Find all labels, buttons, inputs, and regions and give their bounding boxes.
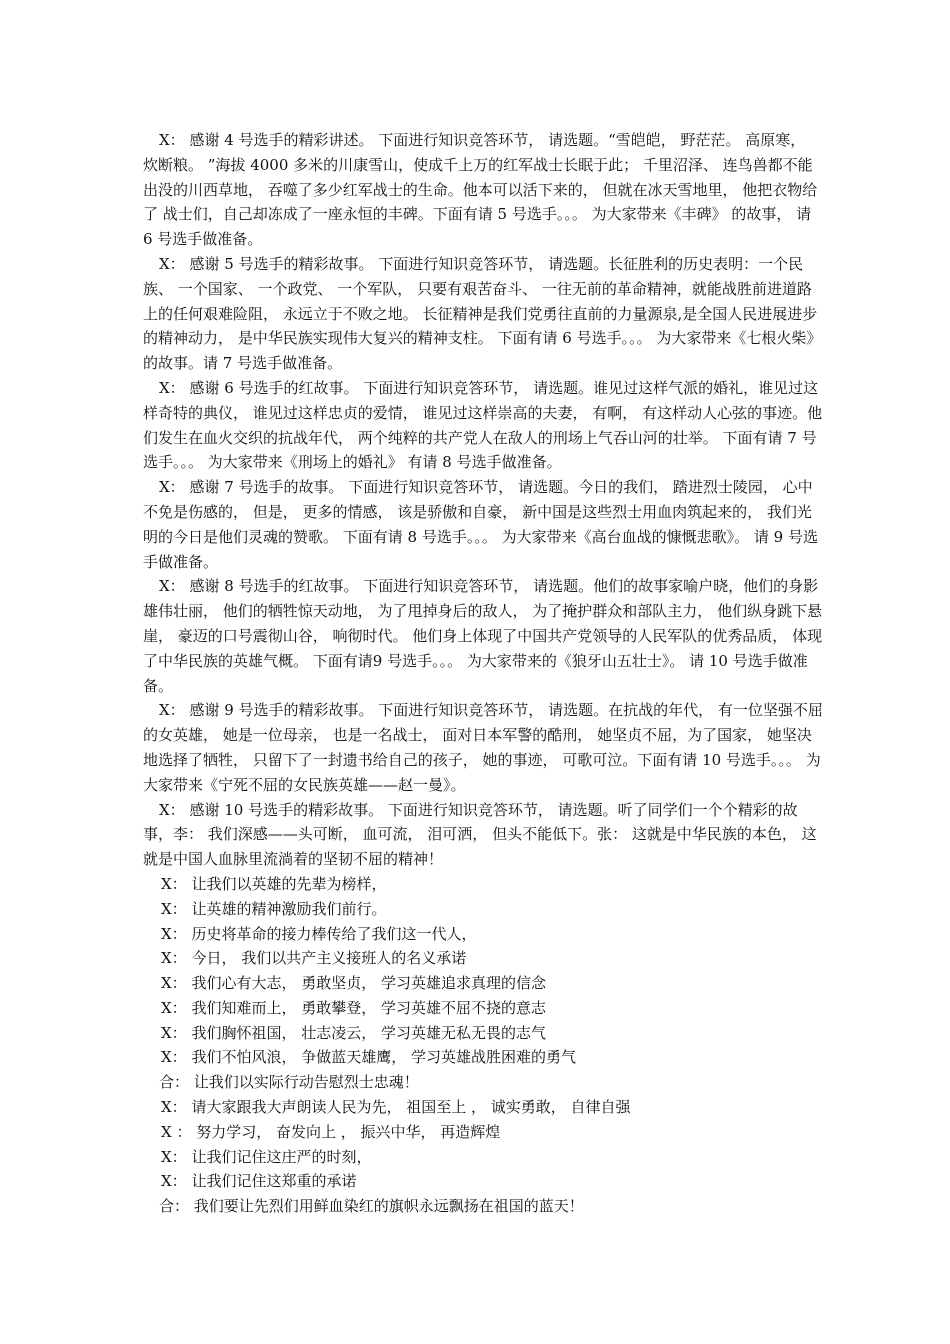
dialogue-line (143, 971, 823, 996)
speaker-label: X： (161, 899, 187, 918)
dialogue-line (143, 946, 823, 971)
dialogue-line (143, 897, 823, 922)
dialogue-line (143, 1169, 823, 1194)
dialogue-text: 努力学习， 奋发向上 ， 振兴中华， 再造辉煌 (196, 1122, 501, 1141)
paragraph-contestant-4: X： 感谢 4 号选手的精彩讲述。 下面进行知识竞答环节， 请选题。“雪皑皑， 野茫茫。 高原寒， 炊断粮。 ”海拔 4000 多米的川康雪山，使成千上万的红军战士长眠于此； 千里沼泽、 连鸟兽都不能出没的川西草地， 吞噬了多少红军战士的生命。他本可以活下来的， 但就在冰天雪地里， 他把衣物给了 战士们，自己却冻成了一座永恒的丰碑。下面有请 5 号选手。。。 为大家带来《丰碑》 的故事， 请 6 号选手做准备。 (143, 131, 818, 249)
speaker-label: X： (161, 974, 187, 993)
dialogue-text: 我们不怕风浪， 争做蓝天雄鹰， 学习英雄战胜困难的勇气 (191, 1048, 577, 1067)
dialogue-line (143, 1194, 823, 1219)
speaker-label: 合： (159, 1073, 190, 1092)
speaker-label: X： (161, 1048, 187, 1067)
speaker-label: X： (161, 924, 187, 943)
dialogue-line (143, 1095, 823, 1120)
speaker-label: X： (161, 949, 187, 968)
closing-dialogue (143, 872, 823, 1219)
dialogue-text: 让我们以英雄的先辈为榜样， (191, 874, 387, 893)
speaker-label: 合： (159, 1197, 190, 1216)
dialogue-line (143, 1021, 823, 1046)
dialogue-text: 请大家跟我大声朗读人民为先， 祖国至上 ， 诚实勇敢， 自律自强 (191, 1098, 631, 1117)
paragraph-contestant-8: X： 感谢 8 号选手的红故事。 下面进行知识竞答环节， 请选题。他们的故事家喻户晓，他们的身影雄伟壮丽， 他们的牺牲惊天动地， 为了甩掉身后的敌人， 为了掩护群众和部队主力， 他们纵身跳下悬崖， 豪迈的口号震彻山谷， 响彻时代。 他们身上体现了中国共产党领导的人民军队的优秀品质， 体现了中华民族的英雄气概。 下面有请9 号选手。。。 为大家带来的《狼牙山五壮士》。 请 10 号选手做准备。 (143, 577, 823, 695)
speaker-label: X： (161, 874, 187, 893)
speaker-label: X： (161, 1023, 187, 1042)
speaker-label: X： (161, 1147, 187, 1166)
dialogue-line (143, 872, 823, 897)
dialogue-text: 我们要让先烈们用鲜血染红的旗帜永远飘扬在祖国的蓝天！ (193, 1197, 584, 1216)
paragraph-contestant-5: X： 感谢 5 号选手的精彩故事。 下面进行知识竞答环节， 请选题。长征胜利的历史表明：一个民族、 一个国家、 一个政党、 一个军队， 只要有艰苦奋斗、 一往无前的革命精神，就能战胜前进道路上的任何艰难险阻， 永远立于不败之地。 长征精神是我们党勇往直前的力量源泉,是全国人民进展进步的精神动力， 是中华民族实现伟大复兴的精神支柱。 下面有请 6 号选手。。。 为大家带来《七根火柴》的故事。请 7 号选手做准备。 (143, 254, 822, 373)
dialogue-line (143, 1070, 823, 1095)
speaker-label: X ： (161, 1122, 192, 1141)
paragraph-contestant-9: X： 感谢 9 号选手的精彩故事。 下面进行知识竞答环节， 请选题。在抗战的年代， 有一位坚强不屈的女英雄， 她是一位母亲， 也是一名战士， 面对日本军警的酷刑， 她坚贞不屈，为了国家， 她坚决地选择了牺牲， 只留下了一封遗书给自己的孩子， 她的事迹， 可歌可泣。下面有请 10 号选手。。。 为大家带来《宁死不屈的女民族英雄——赵一曼》。 (143, 701, 823, 794)
dialogue-text: 我们心有大志， 勇敢坚贞， 学习英雄追求真理的信念 (191, 974, 547, 993)
dialogue-text: 让英雄的精神激励我们前行。 (191, 899, 387, 918)
speaker-label: X： (161, 1172, 187, 1191)
document-body (143, 128, 823, 1219)
speaker-label: X： (161, 1098, 187, 1117)
dialogue-text: 历史将革命的接力棒传给了我们这一代人， (191, 924, 477, 943)
speaker-label: X： (161, 998, 187, 1017)
dialogue-line (143, 922, 823, 947)
paragraph-contestant-7: X： 感谢 7 号选手的故事。 下面进行知识竞答环节， 请选题。今日的我们， 踏进烈士陵园， 心中不免是伤感的， 但是， 更多的情感， 该是骄傲和自豪， 新中国是这些烈士用血肉筑起来的， 我们光明的今日是他们灵魂的赞歌。 下面有请 8 号选手。。。 为大家带来《高台血战的慷慨悲歌》。 请 9 号选手做准备。 (143, 478, 818, 571)
dialogue-line (143, 1045, 823, 1070)
dialogue-text: 让我们以实际行动告慰烈士忠魂！ (193, 1073, 419, 1092)
paragraph-contestant-6: X： 感谢 6 号选手的红故事。 下面进行知识竞答环节， 请选题。谁见过这样气派的婚礼，谁见过这样奇特的典仪， 谁见过这样忠贞的爱情， 谁见过这样崇高的夫妻， 有啊， 有这样动人心弦的事迹。他们发生在血火交织的抗战年代， 两个纯粹的共产党人在敌人的刑场上气吞山河的壮举。 下面有请 7 号选手。。。 为大家带来《刑场上的婚礼》 有请 8 号选手做准备。 (143, 378, 823, 472)
dialogue-text: 我们知难而上， 勇敢攀登， 学习英雄不屈不挠的意志 (191, 998, 547, 1017)
paragraph-contestant-10: X： 感谢 10 号选手的精彩故事。 下面进行知识竞答环节， 请选题。听了同学们一个个精彩的故事，李： 我们深感——头可断， 血可流， 泪可洒， 但头不能低下。张： 这就是中华民族的本色， 这就是中国人血脉里流淌着的坚韧不屈的精神！ (143, 800, 817, 869)
dialogue-line (143, 1145, 823, 1170)
dialogue-text: 今日， 我们以共产主义接班人的名义承诺 (191, 949, 467, 968)
dialogue-line (143, 1120, 823, 1145)
dialogue-text: 我们胸怀祖国， 壮志凌云， 学习英雄无私无畏的志气 (191, 1023, 547, 1042)
dialogue-text: 让我们记住这郑重的承诺 (191, 1172, 357, 1191)
dialogue-line (143, 996, 823, 1021)
dialogue-text: 让我们记住这庄严的时刻， (191, 1147, 372, 1166)
